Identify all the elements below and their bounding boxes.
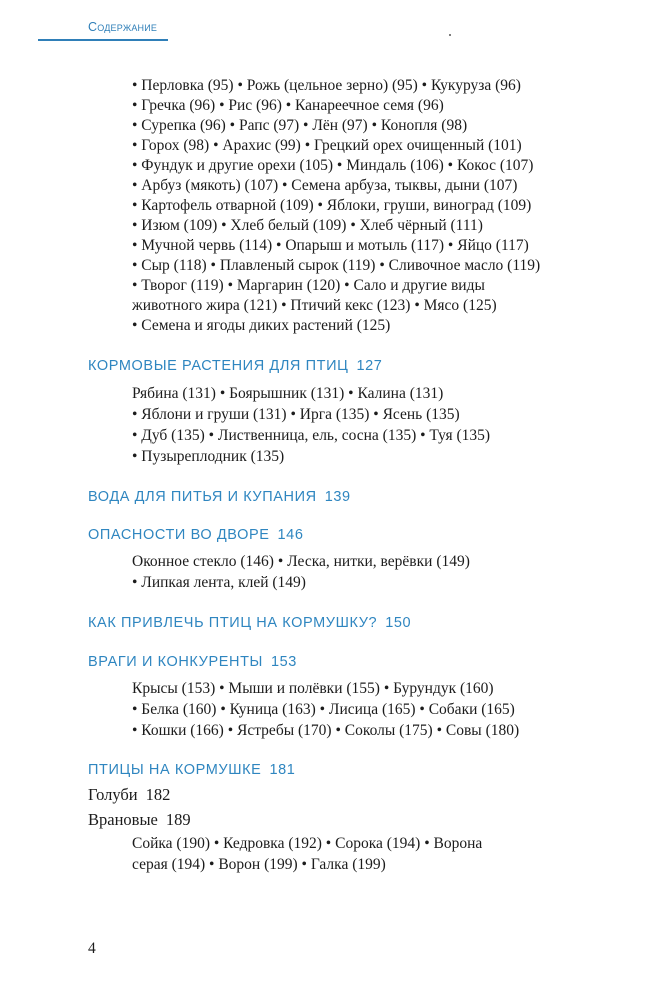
section-page: 146 (277, 527, 304, 543)
section-title: ВРАГИ И КОНКУРЕНТЫ (88, 654, 263, 670)
toc-line: • Сыр (118) • Плавленый сырок (119) • Сливочное масло (119) (132, 257, 541, 274)
subheading-page: 189 (165, 810, 191, 829)
section-page: 139 (324, 489, 351, 505)
toc-line: серая (194) • Ворон (199) • Галка (199) (132, 856, 386, 873)
section-heading-enemies (88, 654, 297, 670)
subheading-page: 182 (145, 785, 171, 804)
page-number: 4 (88, 940, 96, 957)
speck (449, 34, 451, 36)
section-heading-plants (88, 358, 382, 374)
header-rule (38, 39, 168, 41)
subheading-title: Врановые (88, 810, 158, 829)
section-title: ПТИЦЫ НА КОРМУШКЕ (88, 762, 262, 778)
toc-line: • Кошки (166) • Ястребы (170) • Соколы (175) • Совы (180) (132, 722, 520, 739)
toc-line: • Яблони и груши (131) • Ирга (135) • Ясень (135) (132, 406, 460, 423)
section-heading-water (88, 489, 351, 505)
toc-line: • Перловка (95) • Рожь (цельное зерно) (95) • Кукуруза (96) (132, 77, 521, 94)
section-heading-dangers (88, 527, 304, 543)
section-page: 181 (269, 762, 296, 778)
section-heading-attract (88, 615, 411, 631)
toc-line: • Семена и ягоды диких растений (125) (132, 317, 391, 334)
subheading-corvids (88, 809, 191, 831)
section-page: 150 (385, 615, 412, 631)
toc-line: Рябина (131) • Боярышник (131) • Калина (131) (132, 385, 444, 402)
section-title: КОРМОВЫЕ РАСТЕНИЯ ДЛЯ ПТИЦ (88, 358, 349, 374)
toc-line: животного жира (121) • Птичий кекс (123) • Мясо (125) (132, 297, 497, 314)
section-title: КАК ПРИВЛЕЧЬ ПТИЦ НА КОРМУШКУ? (88, 615, 378, 631)
section-page: 127 (356, 358, 383, 374)
toc-line: • Липкая лента, клей (149) (132, 574, 306, 591)
toc-line: • Картофель отварной (109) • Яблоки, груши, виноград (109) (132, 197, 532, 214)
subheading-title: Голуби (88, 785, 138, 804)
toc-line: • Дуб (135) • Лиственница, ель, сосна (135) • Туя (135) (132, 427, 491, 444)
header-title: Содержание (88, 20, 158, 34)
toc-line: Сойка (190) • Кедровка (192) • Сорока (194) • Ворона (132, 835, 483, 852)
section-title: ОПАСНОСТИ ВО ДВОРЕ (88, 527, 270, 543)
toc-line: • Творог (119) • Маргарин (120) • Сало и другие виды (132, 277, 485, 294)
toc-line: • Белка (160) • Куница (163) • Лисица (165) • Собаки (165) (132, 701, 515, 718)
toc-line: • Изюм (109) • Хлеб белый (109) • Хлеб чёрный (111) (132, 217, 483, 234)
toc-line: • Фундук и другие орехи (105) • Миндаль (106) • Кокос (107) (132, 157, 534, 174)
toc-line: • Гречка (96) • Рис (96) • Канареечное семя (96) (132, 97, 444, 114)
section-heading-feeder-birds (88, 762, 295, 778)
toc-line: • Горох (98) • Арахис (99) • Грецкий орех очищенный (101) (132, 137, 522, 154)
section-title: ВОДА ДЛЯ ПИТЬЯ И КУПАНИЯ (88, 489, 317, 505)
toc-line: • Сурепка (96) • Рапс (97) • Лён (97) • Конопля (98) (132, 117, 468, 134)
toc-line: Крысы (153) • Мыши и полёвки (155) • Бурундук (160) (132, 680, 494, 697)
toc-line: • Арбуз (мякоть) (107) • Семена арбуза, тыквы, дыни (107) (132, 177, 518, 194)
toc-line: • Мучной червь (114) • Опарыш и мотыль (117) • Яйцо (117) (132, 237, 529, 254)
toc-line: • Пузыреплодник (135) (132, 448, 285, 465)
toc-line: Оконное стекло (146) • Леска, нитки, верёвки (149) (132, 553, 470, 570)
section-page: 153 (270, 654, 297, 670)
subheading-pigeons (88, 784, 170, 806)
